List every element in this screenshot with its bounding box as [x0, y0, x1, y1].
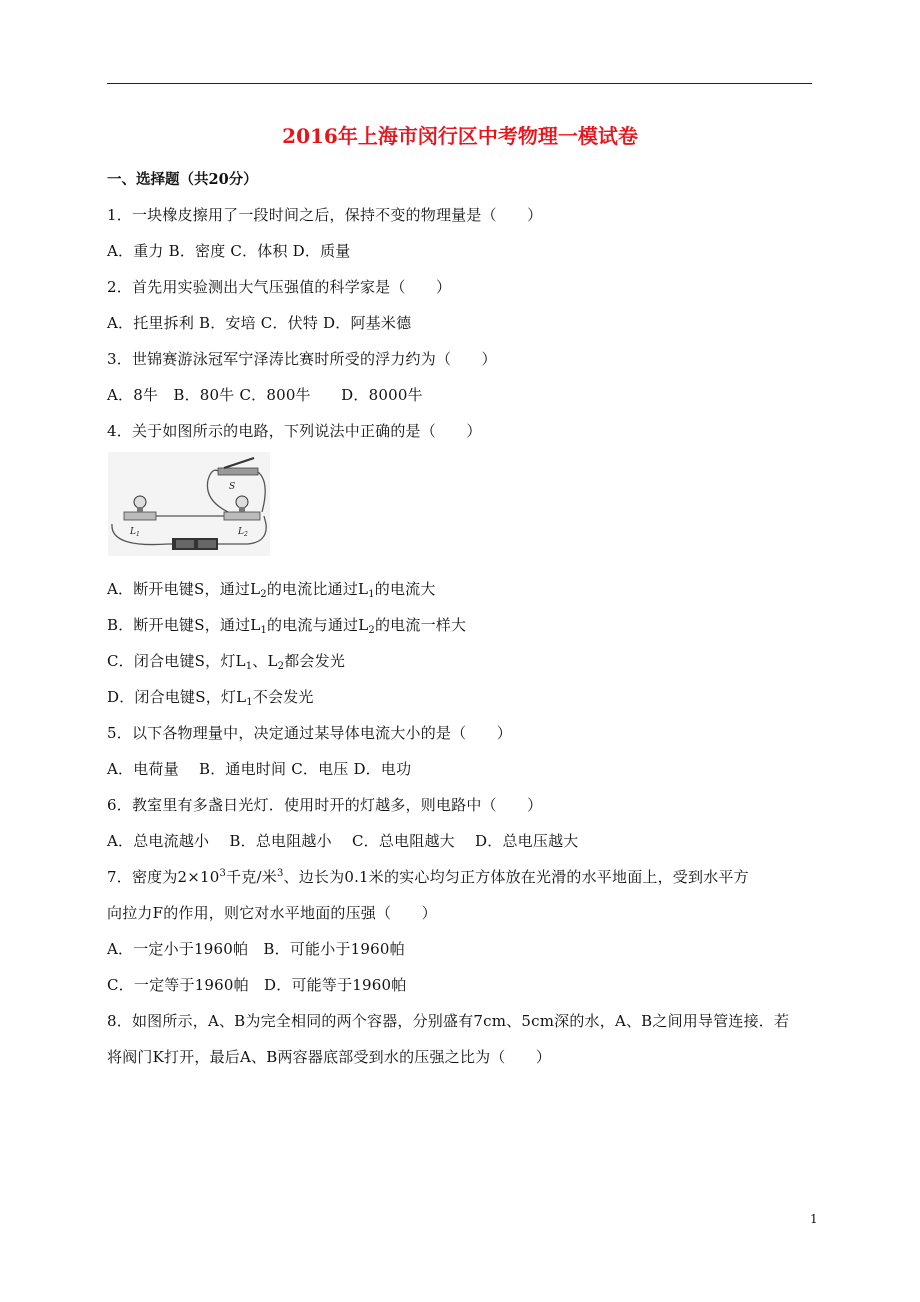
question-4-option-b: B．断开电键S，通过$L_1$的电流与通过$L_2$的电流一样大 — [107, 616, 467, 636]
question-4-option-c: C．闭合电键S，灯$L_1$、$L_2$都会发光 — [107, 652, 346, 672]
question-7-line-1: 7．密度为$2\times 10^3$千克/米$^3$、边长为0.1米的实心均匀正方体放在光滑的水平地面上，受到水平方 — [107, 868, 749, 886]
question-7-line-2: 向拉力F的作用，则它对水平地面的压强（ ） — [107, 904, 437, 922]
question-2: 2．首先用实验测出大气压强值的科学家是（ ） — [107, 278, 452, 296]
bulb-l1-base — [124, 512, 156, 520]
page-number: 1 — [810, 1212, 818, 1226]
bulb-l1-socket — [137, 507, 143, 512]
switch-base — [218, 468, 258, 475]
section-heading: 一、选择题（共20分） — [107, 171, 258, 188]
header-rule — [107, 83, 812, 84]
question-4-option-d: D．闭合电键S，灯$L_1$不会发光 — [107, 688, 314, 708]
bulb-l2-icon — [236, 496, 248, 508]
question-6: 6．教室里有多盏日光灯．使用时开的灯越多，则电路中（ ） — [107, 796, 543, 814]
question-1: 1．一块橡皮擦用了一段时间之后，保持不变的物理量是（ ） — [107, 206, 543, 224]
bulb-l1-icon — [134, 496, 146, 508]
bulb-l2-label: $L_2$ — [238, 527, 248, 538]
battery-cell-1 — [176, 540, 194, 548]
question-7-options-ab: A．一定小于1960帕 B．可能小于1960帕 — [107, 940, 405, 958]
question-8-line-1: 8．如图所示，A、B为完全相同的两个容器，分别盛有7cm、5cm深的水，A、B之间用导管连接．若 — [107, 1012, 790, 1030]
battery-cell-2 — [198, 540, 216, 548]
question-2-options: A．托里拆利 B．安培 C．伏特 D．阿基米德 — [107, 314, 412, 332]
question-5-options: A．电荷量 B．通电时间 C．电压 D．电功 — [107, 760, 412, 778]
bulb-l2-socket — [239, 507, 245, 512]
question-4-option-a: A．断开电键S，通过$L_2$的电流比通过$L_1$的电流大 — [107, 580, 436, 600]
question-8-line-2: 将阀门K打开，最后A、B两容器底部受到水的压强之比为（ ） — [107, 1048, 552, 1066]
question-4: 4．关于如图所示的电路，下列说法中正确的是（ ） — [107, 422, 482, 440]
bulb-l1-label: $L_1$ — [130, 527, 140, 538]
question-6-options: A．总电流越小 B．总电阻越小 C．总电阻越大 D．总电压越大 — [107, 832, 579, 850]
switch-label: S — [229, 482, 236, 492]
question-1-options: A．重力 B．密度 C．体积 D．质量 — [107, 242, 351, 260]
question-5: 5．以下各物理量中，决定通过某导体电流大小的是（ ） — [107, 724, 512, 742]
circuit-figure — [108, 452, 270, 556]
page-title: 2016年上海市闵行区中考物理一模试卷 — [282, 124, 638, 148]
question-3: 3．世锦赛游泳冠军宁泽涛比赛时所受的浮力约为（ ） — [107, 350, 497, 368]
question-7-options-cd: C．一定等于1960帕 D．可能等于1960帕 — [107, 976, 407, 994]
bulb-l2-base — [224, 512, 260, 520]
question-3-options: A．8牛 B．80牛 C．800牛 D．8000牛 — [107, 386, 423, 404]
